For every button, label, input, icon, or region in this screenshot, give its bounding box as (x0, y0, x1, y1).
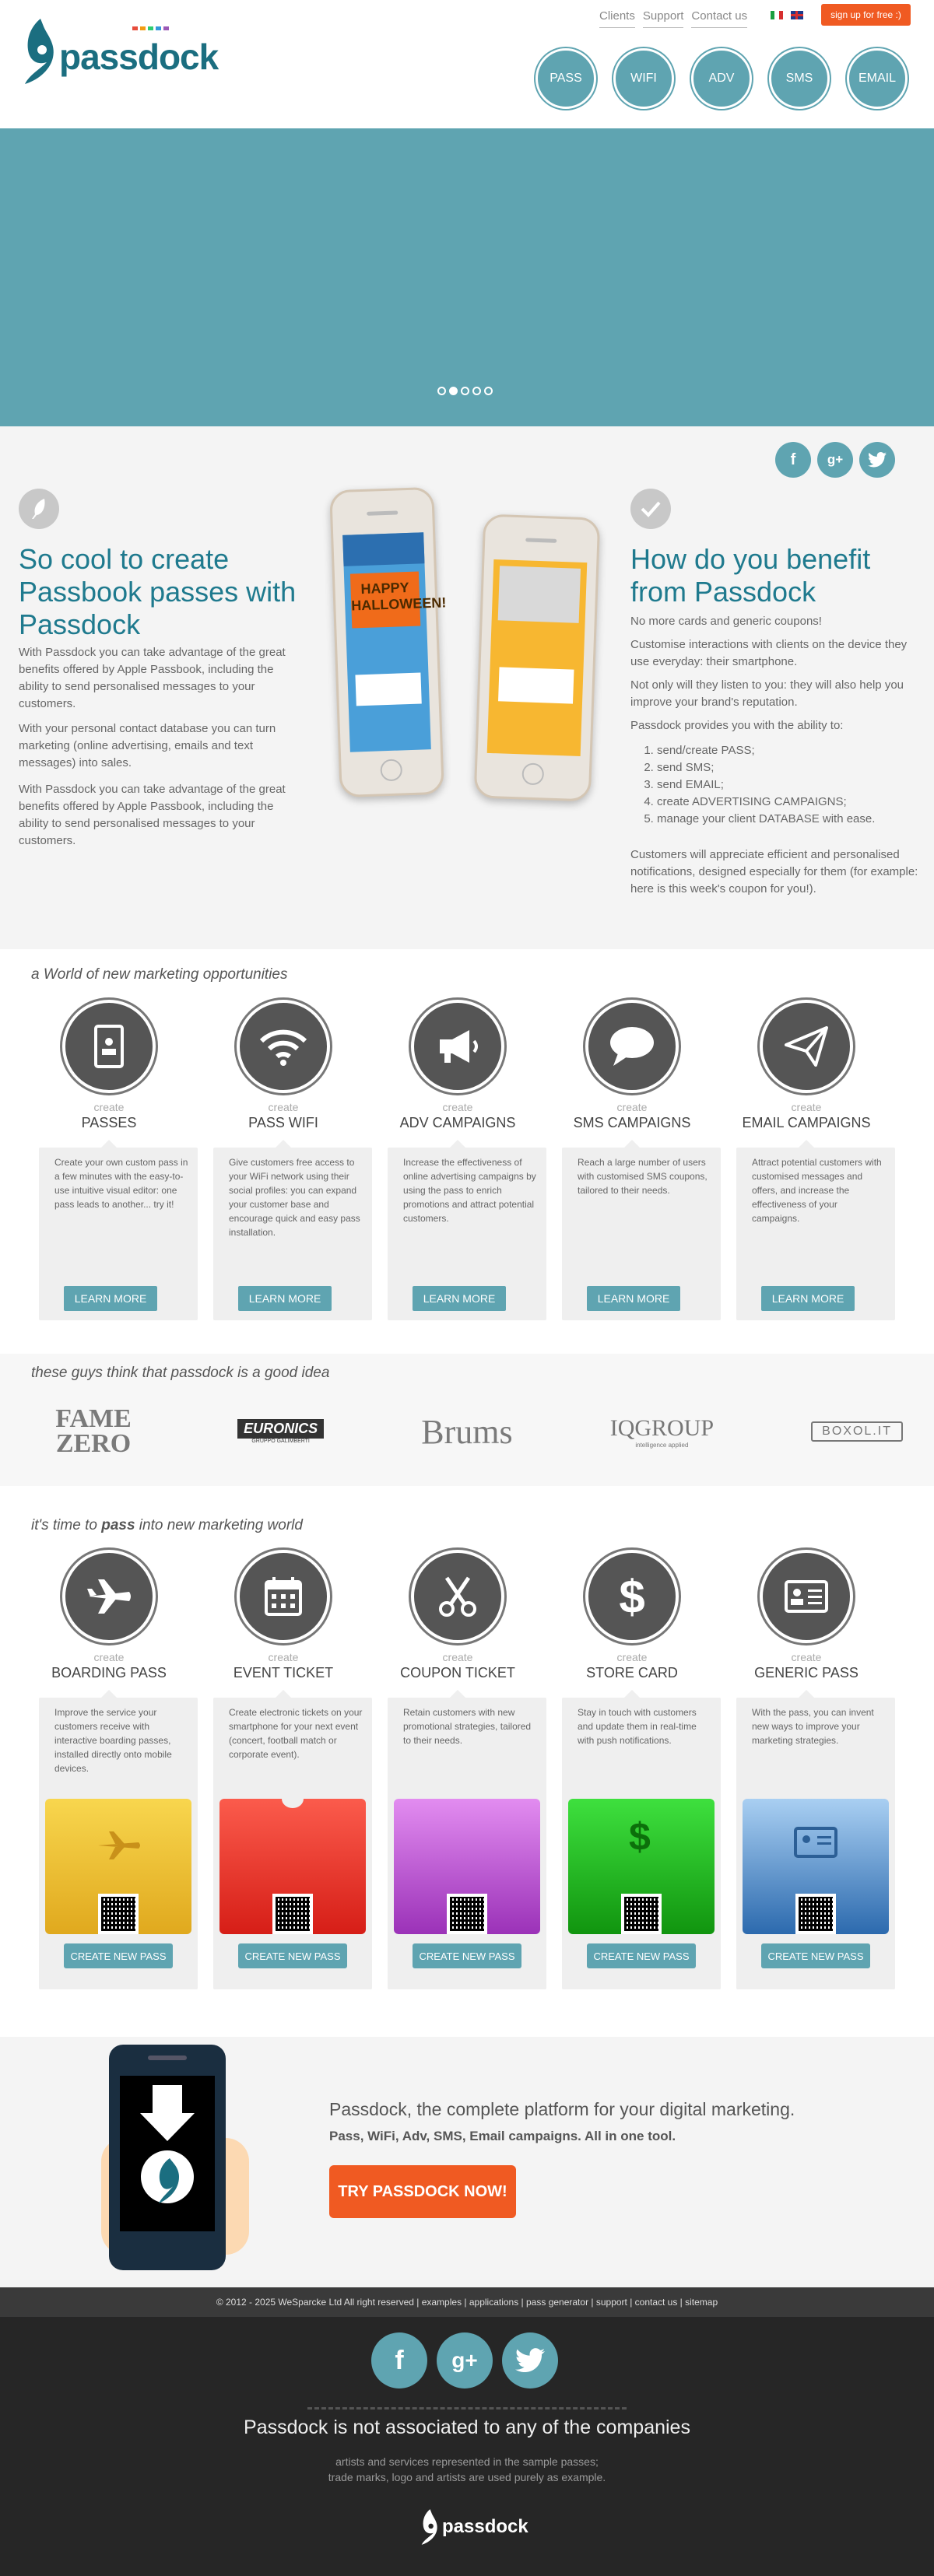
footer-logo-text: passdock (442, 2516, 528, 2537)
list-item: 4. create ADVERTISING CAMPAIGNS; (657, 794, 922, 811)
pass-type-name: COUPON TICKET (400, 1665, 515, 1681)
pass-type-name: GENERIC PASS (754, 1665, 859, 1681)
feature-create-label: create (791, 1101, 822, 1113)
wifi-icon[interactable] (237, 1000, 330, 1093)
pass-world-title (31, 1517, 303, 1534)
facebook-icon[interactable]: f (371, 2332, 427, 2388)
intro-right-p1: No more cards and generic coupons! (630, 615, 822, 628)
airplane-icon (95, 1830, 142, 1861)
create-new-pass-button[interactable]: CREATE NEW PASS (64, 1943, 173, 1968)
learn-more-button[interactable]: LEARN MORE (413, 1286, 506, 1311)
client-logo-brums: Brums (421, 1412, 513, 1451)
slider-dot[interactable] (472, 387, 481, 395)
slider-dot[interactable] (461, 387, 469, 395)
footer-notice: Passdock is not associated to any of the companies (244, 2417, 690, 2438)
pass-type-name: STORE CARD (586, 1665, 678, 1681)
slider-dots (437, 387, 493, 395)
feature-create-label: create (268, 1101, 299, 1113)
feature-create-label: create (442, 1101, 473, 1113)
google-plus-icon[interactable]: g+ (817, 442, 853, 478)
feature-desc: Attract potential customers with customised messages and offers, and increase the effectiveness of your campaigns. (752, 1157, 882, 1224)
list-item: 5. manage your client DATABASE with ease. (657, 811, 922, 828)
feature-name: PASS WIFI (248, 1115, 318, 1130)
copyright-bar: © 2012 - 2025 WeSparcke Ltd All right reserved | examples | applications | pass generator | support | contact us | sitemap (0, 2287, 934, 2317)
feature-create-label: create (616, 1101, 648, 1113)
event-ticket-preview (219, 1799, 366, 1934)
footer-logo[interactable] (420, 2508, 528, 2546)
create-new-pass-button[interactable]: CREATE NEW PASS (761, 1943, 870, 1968)
pass-desc-box (736, 1698, 895, 1989)
pass-desc-box (213, 1698, 372, 1989)
promo-title: Passdock, the complete platform for your digital marketing. (329, 2099, 795, 2119)
euronics-text: EURONICS (237, 1419, 324, 1439)
pass-desc-box (388, 1698, 546, 1989)
uk-flag-icon[interactable] (791, 11, 803, 19)
nav-sms[interactable]: SMS (769, 48, 830, 109)
pass-desc: Retain customers with new promotional strategies, tailored to their needs. (403, 1707, 532, 1746)
calendar-icon[interactable] (237, 1550, 330, 1643)
twitter-icon[interactable] (502, 2332, 558, 2388)
feature-desc-box (388, 1148, 546, 1320)
pass-desc: With the pass, you can invent new ways to improve your marketing strategies. (752, 1707, 874, 1746)
intro-right-list (641, 742, 922, 828)
title-pre: it's time to (31, 1517, 102, 1533)
client-logo-boxol: BOXOL.IT (811, 1421, 903, 1442)
feature-desc: Increase the effectiveness of online advertising campaigns by using the pass to enrich promotions and attract potential customers. (403, 1157, 536, 1224)
passdock-logo-icon (23, 16, 56, 87)
feature-desc: Create your own custom pass in a few minutes with the easy-to-use intuitive visual editor: one pass leads to another... try it! (54, 1157, 188, 1210)
create-new-pass-button[interactable]: CREATE NEW PASS (587, 1943, 696, 1968)
intro-right-p3: Not only will they listen to you: they will also help you improve your brand's reputation. (630, 678, 904, 709)
social-links (775, 442, 895, 478)
id-card-icon[interactable] (760, 1550, 853, 1643)
intro-left-p2: With your personal contact database you can turn marketing (online advertising, emails and text messages) into sales. (19, 722, 276, 769)
client-logo-famezero: FAME ZERO (55, 1404, 132, 1458)
learn-more-button[interactable]: LEARN MORE (587, 1286, 680, 1311)
intro-right-p2: Customise interactions with clients on the device they use everyday: their smartphone. (630, 638, 908, 668)
slider-dot[interactable] (484, 387, 493, 395)
phone-hand-illustration (78, 2045, 265, 2278)
logo-color-dots (132, 26, 169, 30)
signup-button[interactable]: sign up for free :) (821, 4, 911, 26)
pass-desc: Improve the service your customers receive with interactive boarding passes, installed directly onto mobile devices. (54, 1707, 172, 1774)
world-section-title: a World of new marketing opportunities (31, 966, 288, 983)
passdock-logo-icon (420, 2508, 439, 2546)
slider-dot-active[interactable] (449, 387, 458, 395)
pass-desc-box (39, 1698, 198, 1989)
top-link-support[interactable]: Support (643, 9, 684, 28)
speech-bubble-icon[interactable] (585, 1000, 679, 1093)
list-item: 3. send EMAIL; (657, 776, 922, 794)
feature-desc-box (736, 1148, 895, 1320)
pass-desc: Create electronic tickets on your smartphone for your next event (concert, football match or corporate event). (229, 1707, 363, 1760)
site-logo[interactable] (23, 16, 218, 87)
feature-name: SMS CAMPAIGNS (573, 1115, 691, 1130)
intro-left-p3: With Passdock you can take advantage of the great benefits offered by Apple Passbook, including the ability to send personalised messages to your customers. (19, 783, 286, 847)
intro-right-title: How do you benefit from Passdock (630, 543, 871, 608)
coupon-ticket-preview (394, 1799, 540, 1934)
feature-create-label: create (93, 1101, 125, 1113)
airplane-icon[interactable] (62, 1550, 156, 1643)
top-link-clients[interactable]: Clients (599, 9, 635, 28)
pass-desc-box (562, 1698, 721, 1989)
boarding-pass-preview (45, 1799, 191, 1934)
scissors-icon[interactable] (411, 1550, 504, 1643)
main-nav (535, 48, 908, 109)
dollar-icon[interactable]: $ (585, 1550, 679, 1643)
client-logo-euronics (237, 1419, 324, 1444)
intro-right-p4: Passdock provides you with the ability to: (630, 719, 844, 732)
pass-create-label: create (268, 1651, 299, 1663)
clients-title: these guys think that passdock is a good idea (31, 1365, 330, 1381)
euronics-sub: GRUPPO GALIMBERTI (251, 1439, 310, 1444)
store-card-preview (568, 1799, 715, 1934)
create-new-pass-button[interactable]: CREATE NEW PASS (238, 1943, 347, 1968)
id-card-icon (792, 1825, 839, 1859)
pass-create-label: create (791, 1651, 822, 1663)
pass-create-label: create (93, 1651, 125, 1663)
phone-mockup-coupon (474, 513, 601, 801)
italian-flag-icon[interactable] (771, 11, 783, 19)
qr-code (795, 1894, 836, 1934)
footer-note-2: trade marks, logo and artists are used purely as example. (328, 2471, 606, 2483)
logo-text: passdock (59, 37, 219, 77)
megaphone-icon[interactable] (411, 1000, 504, 1093)
clients-section (0, 1354, 934, 1486)
client-logo-iqgroup (610, 1415, 714, 1449)
paper-plane-icon[interactable] (760, 1000, 853, 1093)
dollar-icon: $ (629, 1815, 651, 1859)
feature-desc-box (39, 1148, 198, 1320)
feature-desc: Give customers free access to your WiFi network using their social profiles: you can expand your customer base and encourage quick and easy pass installation. (229, 1157, 360, 1238)
learn-more-button[interactable]: LEARN MORE (761, 1286, 855, 1311)
nav-adv[interactable]: ADV (691, 48, 752, 109)
halloween-graphic: HAPPY HALLOWEEN! (350, 572, 420, 629)
title-post: into new marketing world (135, 1517, 303, 1533)
intro-section (0, 426, 934, 949)
pass-types (0, 1550, 934, 2009)
feature-desc-box (562, 1148, 721, 1320)
pass-desc: Stay in touch with customers and update them in real-time with push notifications. (578, 1707, 697, 1746)
nav-email[interactable]: EMAIL (847, 48, 908, 109)
footer-divider (307, 2407, 627, 2410)
checkmark-icon (630, 489, 671, 529)
feature-desc-box (213, 1148, 372, 1320)
site-footer (0, 2317, 934, 2576)
google-plus-icon[interactable]: g+ (437, 2332, 493, 2388)
intro-left-title: So cool to create Passbook passes with Passdock (19, 543, 297, 640)
iqgroup-text: IQGROUP (609, 1414, 715, 1441)
feather-icon (19, 489, 59, 529)
create-new-pass-button[interactable]: CREATE NEW PASS (413, 1943, 521, 1968)
pass-create-label: create (442, 1651, 473, 1663)
phone-mockup-halloween (329, 487, 447, 797)
title-bold: pass (101, 1517, 135, 1533)
feature-name: EMAIL CAMPAIGNS (742, 1115, 871, 1130)
generic-pass-preview (743, 1799, 889, 1934)
slider-dot[interactable] (437, 387, 446, 395)
qr-code (621, 1894, 662, 1934)
learn-more-button[interactable]: LEARN MORE (238, 1286, 332, 1311)
hero-banner (0, 128, 934, 426)
learn-more-button[interactable]: LEARN MORE (64, 1286, 157, 1311)
promo-section (0, 2037, 934, 2287)
qr-code (98, 1894, 139, 1934)
footer-note-1: artists and services represented in the sample passes; (335, 2455, 599, 2468)
qr-code (272, 1894, 313, 1934)
footer-social-links (371, 2332, 558, 2388)
passes-icon[interactable] (62, 1000, 156, 1093)
list-item: 1. send/create PASS; (657, 742, 922, 759)
pass-type-name: BOARDING PASS (51, 1665, 167, 1681)
intro-right-p5: Customers will appreciate efficient and personalised notifications, designed especially for them (for example: here is this week's coupon for you!). (630, 848, 918, 895)
feature-desc: Reach a large number of users with customised SMS coupons, tailored to their needs. (578, 1157, 708, 1196)
feature-name: PASSES (81, 1115, 137, 1130)
pass-create-label: create (616, 1651, 648, 1663)
nav-wifi[interactable]: WIFI (613, 48, 674, 109)
twitter-icon[interactable] (859, 442, 895, 478)
intro-left-p1: With Passdock you can take advantage of the great benefits offered by Apple Passbook, including the ability to send personalised messages to your customers. (19, 646, 286, 710)
qr-code (447, 1894, 487, 1934)
facebook-icon[interactable]: f (775, 442, 811, 478)
top-link-contact[interactable]: Contact us (691, 9, 747, 28)
pass-type-name: EVENT TICKET (233, 1665, 334, 1681)
language-flags (771, 11, 803, 19)
list-item: 2. send SMS; (657, 759, 922, 776)
iqgroup-sub: intelligence applied (635, 1441, 689, 1449)
promo-subtitle: Pass, WiFi, Adv, SMS, Email campaigns. All in one tool. (329, 2129, 676, 2143)
try-passdock-button[interactable]: TRY PASSDOCK NOW! (329, 2165, 516, 2218)
site-header (0, 0, 934, 128)
nav-pass[interactable]: PASS (535, 48, 596, 109)
feature-name: ADV CAMPAIGNS (399, 1115, 516, 1130)
top-links (599, 9, 747, 28)
world-features (0, 1000, 934, 1342)
client-logos (47, 1404, 903, 1458)
